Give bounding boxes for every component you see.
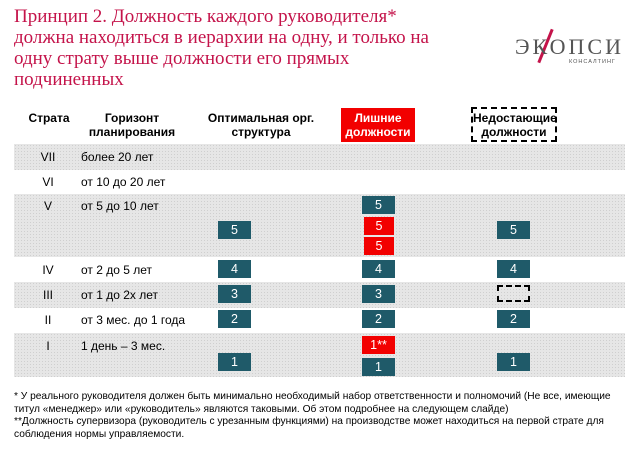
header-optimal-structure: Оптимальная орг. структура [207,111,315,139]
logo-subtitle: КОНСАЛТИНГ [569,59,616,65]
optimal-position-box: 1 [218,353,251,371]
missing-position-box: 4 [497,260,530,278]
horizon-label: от 5 до 10 лет [81,199,159,213]
horizon-label: от 1 до 2х лет [81,288,159,302]
strata-label: II [44,313,52,327]
horizon-label: от 10 до 20 лет [81,175,166,189]
extra-position-box: 3 [362,285,395,303]
missing-position-empty-box [497,285,530,302]
horizon-label: от 3 мес. до 1 года [81,313,186,327]
strata-label: V [43,199,52,213]
optimal-position-box: 2 [218,310,251,328]
header-extra-positions: Лишние должности [341,108,415,142]
header-strata: Страта [28,111,70,125]
strata-label: VII [40,150,56,164]
strata-label: VI [42,175,54,189]
extra-position-box: 2 [362,310,395,328]
horizon-label: 1 день – 3 мес. [81,339,166,353]
horizon-label: от 2 до 5 лет [81,263,153,277]
missing-position-box: 5 [497,221,530,239]
horizon-label: более 20 лет [81,150,154,164]
footnote-supervisor: **Должность супервизора (руководитель с урезанным функциями) на производстве может находиться на первой страте для соблюдения нормы управляемости. [14,416,604,440]
extra-position-red-box: 5 [364,237,394,255]
header-missing-positions: Недостающие должности [471,107,557,142]
extra-position-red-box: 5 [364,217,394,235]
optimal-position-box: 5 [218,221,251,239]
missing-position-box: 1 [497,353,530,371]
extra-position-box: 5 [362,196,395,214]
missing-position-box: 2 [497,310,530,328]
supervisor-position-red-box: 1** [362,336,395,354]
extra-position-box: 1 [362,358,395,376]
company-logo [515,34,630,68]
strata-label: I [46,339,50,353]
footnote [14,391,626,441]
strata-label: III [42,288,53,302]
logo-wordmark: ЭКОПСИ [515,34,624,59]
extra-position-box: 4 [362,260,395,278]
slide-title: Принцип 2. Должность каждого руководителя* должна находиться в иерархии на одну, и только на одну страту выше должности его прямых подчиненных [14,6,429,90]
strata-label: IV [42,263,54,277]
optimal-position-box: 3 [218,285,251,303]
header-horizon: Горизонт планирования [88,111,176,139]
footnote-manager: * У реального руководителя должен быть минимально необходимый набор ответственности и полномочий (Не все, имеющие титул «менеджер» или «руководитель» являются таковыми. Об этом подробнее на следующем слайде) [14,391,611,415]
optimal-position-box: 4 [218,260,251,278]
